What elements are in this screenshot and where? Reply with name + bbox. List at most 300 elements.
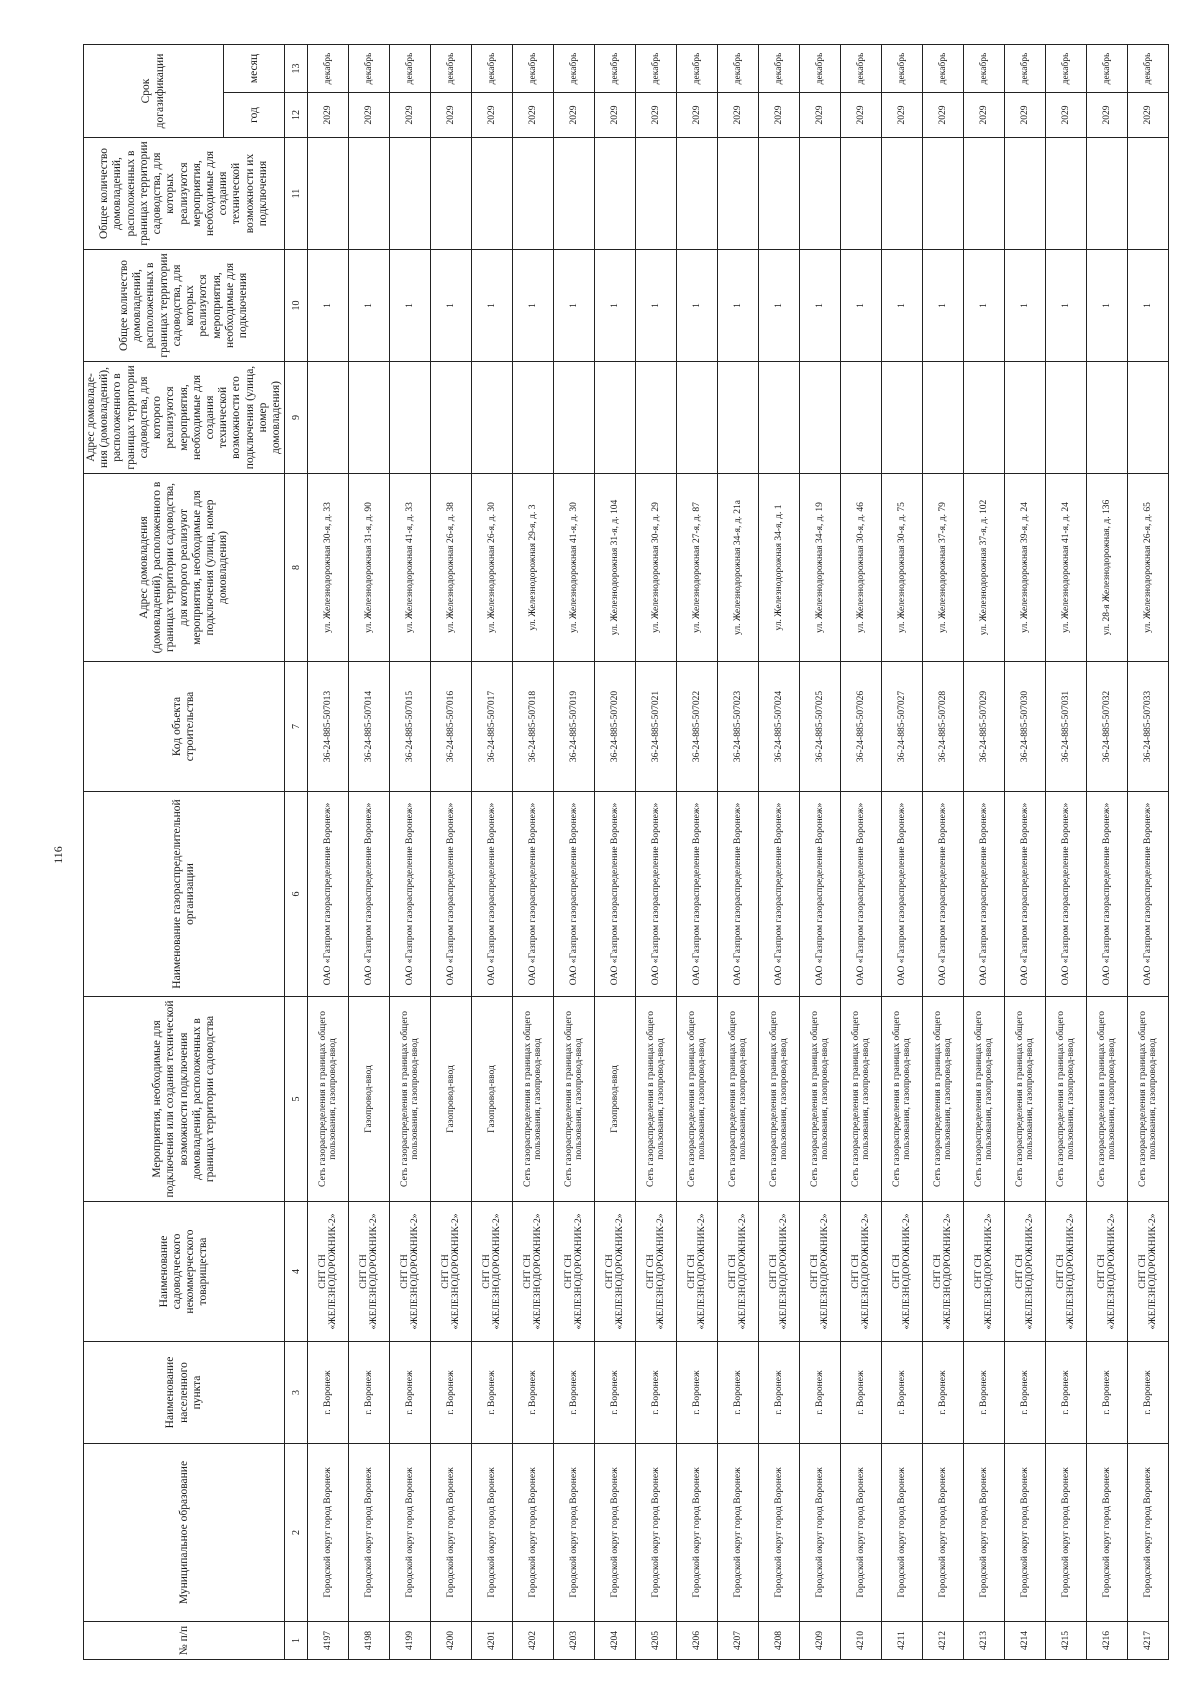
municipality-cell: Городской округ город Воронеж [882, 1444, 923, 1622]
tech-address-cell [595, 362, 636, 474]
settlement-cell: г. Воронеж [677, 1342, 718, 1444]
settlement-cell: г. Воронеж [472, 1342, 513, 1444]
tech-count-cell [595, 138, 636, 250]
count-cell: 1 [636, 250, 677, 362]
month-cell: декабрь [964, 45, 1005, 93]
partnership-cell: СНТ СН «ЖЕЛЕЗНОДОРОЖНИК-2» [1046, 1202, 1087, 1342]
partnership-cell: СНТ СН «ЖЕЛЕЗНОДОРОЖНИК-2» [759, 1202, 800, 1342]
settlement-cell: г. Воронеж [1128, 1342, 1169, 1444]
partnership-cell: СНТ СН «ЖЕЛЕЗНОДОРОЖНИК-2» [636, 1202, 677, 1342]
object-code-cell: 36-24-885-507024 [759, 662, 800, 792]
month-cell: декабрь [1005, 45, 1046, 93]
row-num: 4202 [513, 1622, 554, 1660]
address-cell: ул. Железнодорожная 34-я, д. 1 [759, 474, 800, 662]
count-cell: 1 [513, 250, 554, 362]
count-cell: 1 [349, 250, 390, 362]
tech-count-cell [841, 138, 882, 250]
object-code-cell: 36-24-885-507014 [349, 662, 390, 792]
year-cell: 2029 [1128, 93, 1169, 138]
table-row [431, 45, 472, 1660]
partnership-cell: СНТ СН «ЖЕЛЕЗНОДОРОЖНИК-2» [964, 1202, 1005, 1342]
tech-count-cell [923, 138, 964, 250]
address-cell: ул. Железнодорожная 31-я, д. 90 [349, 474, 390, 662]
measures-cell: Сеть газораспределения в границах общего пользования, газопровод-ввод [718, 997, 759, 1202]
tech-address-cell [1046, 362, 1087, 474]
tech-address-cell [1005, 362, 1046, 474]
object-code-cell: 36-24-885-507031 [1046, 662, 1087, 792]
tech-address-cell [472, 362, 513, 474]
header-year: год [224, 93, 285, 138]
year-cell: 2029 [472, 93, 513, 138]
settlement-cell: г. Воронеж [636, 1342, 677, 1444]
settlement-cell: г. Воронеж [1005, 1342, 1046, 1444]
tech-address-cell [677, 362, 718, 474]
month-cell: декабрь [513, 45, 554, 93]
count-cell: 1 [1087, 250, 1128, 362]
year-cell: 2029 [718, 93, 759, 138]
year-cell: 2029 [431, 93, 472, 138]
year-cell: 2029 [841, 93, 882, 138]
tech-count-cell [472, 138, 513, 250]
object-code-cell: 36-24-885-507018 [513, 662, 554, 792]
page-number: 116 [51, 846, 65, 864]
table-row [390, 45, 431, 1660]
partnership-cell: СНТ СН «ЖЕЛЕЗНОДОРОЖНИК-2» [882, 1202, 923, 1342]
partnership-cell: СНТ СН «ЖЕЛЕЗНОДОРОЖНИК-2» [1005, 1202, 1046, 1342]
municipality-cell: Городской округ город Воронеж [1005, 1444, 1046, 1622]
measures-cell: Сеть газораспределения в границах общего пользования, газопровод-ввод [882, 997, 923, 1202]
object-code-cell: 36-24-885-507017 [472, 662, 513, 792]
settlement-cell: г. Воронеж [841, 1342, 882, 1444]
object-code-cell: 36-24-885-507026 [841, 662, 882, 792]
partnership-cell: СНТ СН «ЖЕЛЕЗНОДОРОЖНИК-2» [472, 1202, 513, 1342]
row-num: 4214 [1005, 1622, 1046, 1660]
row-num: 4203 [554, 1622, 595, 1660]
header-count-tech: Общее количество домовладений, расположенных в границах территории садоводства, для которых реализуются мероприятия, необходимые для создания технической возможности их подключения [84, 138, 285, 250]
row-num: 4212 [923, 1622, 964, 1660]
gas-org-cell: ОАО «Газпром газораспределение Воронеж» [1046, 792, 1087, 997]
table-row [677, 45, 718, 1660]
gas-org-cell: ОАО «Газпром газораспределение Воронеж» [308, 792, 349, 997]
measures-cell: Газопровод-ввод [349, 997, 390, 1202]
count-cell: 1 [718, 250, 759, 362]
address-cell: ул. Железнодорожная 34-я, д. 19 [800, 474, 841, 662]
measures-cell: Сеть газораспределения в границах общего пользования, газопровод-ввод [554, 997, 595, 1202]
column-number: 6 [285, 792, 308, 997]
month-cell: декабрь [1128, 45, 1169, 93]
table-body [285, 45, 1169, 1660]
count-cell: 1 [595, 250, 636, 362]
column-number: 7 [285, 662, 308, 792]
tech-count-cell [759, 138, 800, 250]
table-row [308, 45, 349, 1660]
municipality-cell: Городской округ город Воронеж [636, 1444, 677, 1622]
header-address-connect: Адрес домовладения (домовладений), расположенного в границах территории садоводства, для которого реализуют мероприятия, необходимые для подключения (улица, номер домовладения) [84, 474, 285, 662]
measures-cell: Сеть газораспределения в границах общего пользования, газопровод-ввод [636, 997, 677, 1202]
gas-org-cell: ОАО «Газпром газораспределение Воронеж» [841, 792, 882, 997]
table-row [595, 45, 636, 1660]
tech-address-cell [349, 362, 390, 474]
column-number: 4 [285, 1202, 308, 1342]
measures-cell: Сеть газораспределения в границах общего пользования, газопровод-ввод [1046, 997, 1087, 1202]
address-cell: ул. Железнодорожная 37-я, д. 102 [964, 474, 1005, 662]
partnership-cell: СНТ СН «ЖЕЛЕЗНОДОРОЖНИК-2» [841, 1202, 882, 1342]
tech-count-cell [554, 138, 595, 250]
tech-count-cell [308, 138, 349, 250]
measures-cell: Сеть газораспределения в границах общего пользования, газопровод-ввод [964, 997, 1005, 1202]
object-code-cell: 36-24-885-507029 [964, 662, 1005, 792]
measures-cell: Газопровод-ввод [595, 997, 636, 1202]
municipality-cell: Городской округ город Воронеж [595, 1444, 636, 1622]
gas-org-cell: ОАО «Газпром газораспределение Воронеж» [964, 792, 1005, 997]
count-cell: 1 [554, 250, 595, 362]
column-number: 5 [285, 997, 308, 1202]
gas-org-cell: ОАО «Газпром газораспределение Воронеж» [595, 792, 636, 997]
year-cell: 2029 [923, 93, 964, 138]
year-cell: 2029 [349, 93, 390, 138]
tech-address-cell [636, 362, 677, 474]
municipality-cell: Городской округ город Воронеж [923, 1444, 964, 1622]
month-cell: декабрь [882, 45, 923, 93]
settlement-cell: г. Воронеж [923, 1342, 964, 1444]
tech-address-cell [964, 362, 1005, 474]
tech-count-cell [718, 138, 759, 250]
count-cell: 1 [1046, 250, 1087, 362]
partnership-cell: СНТ СН «ЖЕЛЕЗНОДОРОЖНИК-2» [923, 1202, 964, 1342]
row-num: 4208 [759, 1622, 800, 1660]
tech-address-cell [308, 362, 349, 474]
settlement-cell: г. Воронеж [349, 1342, 390, 1444]
column-numbers-row [285, 45, 308, 1660]
gasification-table [83, 44, 1169, 1660]
count-cell: 1 [431, 250, 472, 362]
tech-address-cell [513, 362, 554, 474]
object-code-cell: 36-24-885-507027 [882, 662, 923, 792]
object-code-cell: 36-24-885-507021 [636, 662, 677, 792]
table-row [349, 45, 390, 1660]
count-cell: 1 [472, 250, 513, 362]
municipality-cell: Городской округ город Воронеж [718, 1444, 759, 1622]
partnership-cell: СНТ СН «ЖЕЛЕЗНОДОРОЖНИК-2» [595, 1202, 636, 1342]
year-cell: 2029 [677, 93, 718, 138]
year-cell: 2029 [1005, 93, 1046, 138]
table-row [513, 45, 554, 1660]
municipality-cell: Городской округ город Воронеж [964, 1444, 1005, 1622]
header-partnership: Наименование садоводческого некоммерческого товарищества [84, 1202, 285, 1342]
month-cell: декабрь [308, 45, 349, 93]
municipality-cell: Городской округ город Воронеж [1128, 1444, 1169, 1622]
partnership-cell: СНТ СН «ЖЕЛЕЗНОДОРОЖНИК-2» [349, 1202, 390, 1342]
tech-address-cell [390, 362, 431, 474]
tech-count-cell [964, 138, 1005, 250]
column-number: 9 [285, 362, 308, 474]
row-num: 4209 [800, 1622, 841, 1660]
address-cell: ул. Железнодорожная 41-я, д. 30 [554, 474, 595, 662]
partnership-cell: СНТ СН «ЖЕЛЕЗНОДОРОЖНИК-2» [431, 1202, 472, 1342]
address-cell: ул. Железнодорожная 30-я, д. 46 [841, 474, 882, 662]
address-cell: ул. Железнодорожная 29-я, д. 3 [513, 474, 554, 662]
measures-cell: Газопровод-ввод [431, 997, 472, 1202]
header-measures: Мероприятия, необходимые для подключения или создания технической возможности подключения домовладений, расположенных в границах территории садоводства [84, 997, 285, 1202]
partnership-cell: СНТ СН «ЖЕЛЕЗНОДОРОЖНИК-2» [554, 1202, 595, 1342]
year-cell: 2029 [390, 93, 431, 138]
measures-cell: Сеть газораспределения в границах общего пользования, газопровод-ввод [923, 997, 964, 1202]
row-num: 4200 [431, 1622, 472, 1660]
row-num: 4210 [841, 1622, 882, 1660]
header-gas-org: Наименование газораспределительной организации [84, 792, 285, 997]
tech-count-cell [1128, 138, 1169, 250]
measures-cell: Сеть газораспределения в границах общего пользования, газопровод-ввод [759, 997, 800, 1202]
gas-org-cell: ОАО «Газпром газораспределение Воронеж» [1005, 792, 1046, 997]
municipality-cell: Городской округ город Воронеж [390, 1444, 431, 1622]
measures-cell: Сеть газораспределения в границах общего пользования, газопровод-ввод [841, 997, 882, 1202]
year-cell: 2029 [595, 93, 636, 138]
header-month: месяц [224, 45, 285, 93]
tech-address-cell [841, 362, 882, 474]
partnership-cell: СНТ СН «ЖЕЛЕЗНОДОРОЖНИК-2» [390, 1202, 431, 1342]
object-code-cell: 36-24-885-507032 [1087, 662, 1128, 792]
column-number: 3 [285, 1342, 308, 1444]
row-num: 4217 [1128, 1622, 1169, 1660]
row-num: 4205 [636, 1622, 677, 1660]
settlement-cell: г. Воронеж [554, 1342, 595, 1444]
year-cell: 2029 [882, 93, 923, 138]
municipality-cell: Городской округ город Воронеж [1087, 1444, 1128, 1622]
municipality-cell: Городской округ город Воронеж [472, 1444, 513, 1622]
month-cell: декабрь [800, 45, 841, 93]
gas-org-cell: ОАО «Газпром газораспределение Воронеж» [759, 792, 800, 997]
gas-org-cell: ОАО «Газпром газораспределение Воронеж» [1128, 792, 1169, 997]
count-cell: 1 [1005, 250, 1046, 362]
month-cell: декабрь [923, 45, 964, 93]
address-cell: ул. Железнодорожная 27-я, д. 87 [677, 474, 718, 662]
column-number: 2 [285, 1444, 308, 1622]
gas-org-cell: ОАО «Газпром газораспределение Воронеж» [636, 792, 677, 997]
municipality-cell: Городской округ город Воронеж [677, 1444, 718, 1622]
table-row [1128, 45, 1169, 1660]
tech-count-cell [390, 138, 431, 250]
month-cell: декабрь [636, 45, 677, 93]
settlement-cell: г. Воронеж [308, 1342, 349, 1444]
count-cell: 1 [677, 250, 718, 362]
object-code-cell: 36-24-885-507020 [595, 662, 636, 792]
row-num: 4206 [677, 1622, 718, 1660]
column-number: 12 [285, 93, 308, 138]
month-cell: декабрь [841, 45, 882, 93]
address-cell: ул. Железнодорожная 31-я, д. 104 [595, 474, 636, 662]
municipality-cell: Городской округ город Воронеж [513, 1444, 554, 1622]
settlement-cell: г. Воронеж [718, 1342, 759, 1444]
address-cell: ул. Железнодорожная 39-я, д. 24 [1005, 474, 1046, 662]
object-code-cell: 36-24-885-507022 [677, 662, 718, 792]
gas-org-cell: ОАО «Газпром газораспределение Воронеж» [718, 792, 759, 997]
settlement-cell: г. Воронеж [390, 1342, 431, 1444]
address-cell: ул. Железнодорожная 34-я, д. 21а [718, 474, 759, 662]
gas-org-cell: ОАО «Газпром газораспределение Воронеж» [677, 792, 718, 997]
row-num: 4211 [882, 1622, 923, 1660]
year-cell: 2029 [1046, 93, 1087, 138]
measures-cell: Газопровод-ввод [472, 997, 513, 1202]
measures-cell: Сеть газораспределения в границах общего пользования, газопровод-ввод [1005, 997, 1046, 1202]
partnership-cell: СНТ СН «ЖЕЛЕЗНОДОРОЖНИК-2» [513, 1202, 554, 1342]
count-cell: 1 [964, 250, 1005, 362]
tech-address-cell [718, 362, 759, 474]
table-row [554, 45, 595, 1660]
partnership-cell: СНТ СН «ЖЕЛЕЗНОДОРОЖНИК-2» [677, 1202, 718, 1342]
row-num: 4197 [308, 1622, 349, 1660]
gas-org-cell: ОАО «Газпром газораспределение Воронеж» [800, 792, 841, 997]
table-row [472, 45, 513, 1660]
object-code-cell: 36-24-885-507015 [390, 662, 431, 792]
table-row [1005, 45, 1046, 1660]
count-cell: 1 [1128, 250, 1169, 362]
object-code-cell: 36-24-885-507028 [923, 662, 964, 792]
tech-count-cell [431, 138, 472, 250]
row-num: 4199 [390, 1622, 431, 1660]
row-num: 4215 [1046, 1622, 1087, 1660]
table-row [718, 45, 759, 1660]
header-object-code: Код объекта строительства [84, 662, 285, 792]
table-row [800, 45, 841, 1660]
tech-count-cell [513, 138, 554, 250]
object-code-cell: 36-24-885-507023 [718, 662, 759, 792]
gas-org-cell: ОАО «Газпром газораспределение Воронеж» [472, 792, 513, 997]
count-cell: 1 [841, 250, 882, 362]
header-municipality: Муниципальное образование [84, 1444, 285, 1622]
settlement-cell: г. Воронеж [759, 1342, 800, 1444]
tech-count-cell [1046, 138, 1087, 250]
table-row [759, 45, 800, 1660]
year-cell: 2029 [308, 93, 349, 138]
tech-count-cell [1087, 138, 1128, 250]
gas-org-cell: ОАО «Газпром газораспределение Воронеж» [513, 792, 554, 997]
header-count-connect: Общее количество домовладений, расположенных в границах территории садоводства, для которых реализуются мероприятия, необходимые для подключения [84, 250, 285, 362]
settlement-cell: г. Воронеж [964, 1342, 1005, 1444]
address-cell: ул. Железнодорожная 37-я, д. 79 [923, 474, 964, 662]
column-number: 11 [285, 138, 308, 250]
address-cell: ул. Железнодорожная 26-я, д. 65 [1128, 474, 1169, 662]
table-row [882, 45, 923, 1660]
column-number: 8 [285, 474, 308, 662]
column-number: 13 [285, 45, 308, 93]
count-cell: 1 [759, 250, 800, 362]
table-row [923, 45, 964, 1660]
gas-org-cell: ОАО «Газпром газораспределение Воронеж» [923, 792, 964, 997]
tech-address-cell [923, 362, 964, 474]
partnership-cell: СНТ СН «ЖЕЛЕЗНОДОРОЖНИК-2» [1087, 1202, 1128, 1342]
row-num: 4207 [718, 1622, 759, 1660]
row-num: 4204 [595, 1622, 636, 1660]
address-cell: ул. Железнодорожная 41-я, д. 33 [390, 474, 431, 662]
tech-count-cell [636, 138, 677, 250]
object-code-cell: 36-24-885-507030 [1005, 662, 1046, 792]
settlement-cell: г. Воронеж [800, 1342, 841, 1444]
municipality-cell: Городской округ город Воронеж [308, 1444, 349, 1622]
month-cell: декабрь [349, 45, 390, 93]
partnership-cell: СНТ СН «ЖЕЛЕЗНОДОРОЖНИК-2» [718, 1202, 759, 1342]
month-cell: декабрь [718, 45, 759, 93]
month-cell: декабрь [431, 45, 472, 93]
gas-org-cell: ОАО «Газпром газораспределение Воронеж» [390, 792, 431, 997]
partnership-cell: СНТ СН «ЖЕЛЕЗНОДОРОЖНИК-2» [1128, 1202, 1169, 1342]
month-cell: декабрь [390, 45, 431, 93]
row-num: 4216 [1087, 1622, 1128, 1660]
tech-count-cell [349, 138, 390, 250]
address-cell: ул. Железнодорожная 26-я, д. 38 [431, 474, 472, 662]
year-cell: 2029 [800, 93, 841, 138]
count-cell: 1 [882, 250, 923, 362]
row-num: 4198 [349, 1622, 390, 1660]
month-cell: декабрь [554, 45, 595, 93]
tech-address-cell [554, 362, 595, 474]
municipality-cell: Городской округ город Воронеж [349, 1444, 390, 1622]
column-number: 1 [285, 1622, 308, 1660]
header-settlement: Наименование населенного пункта [84, 1342, 285, 1444]
header-deadline: Срок догазификации [84, 45, 224, 138]
gas-org-cell: ОАО «Газпром газораспределение Воронеж» [349, 792, 390, 997]
settlement-cell: г. Воронеж [1046, 1342, 1087, 1444]
month-cell: декабрь [759, 45, 800, 93]
year-cell: 2029 [554, 93, 595, 138]
partnership-cell: СНТ СН «ЖЕЛЕЗНОДОРОЖНИК-2» [800, 1202, 841, 1342]
address-cell: ул. 28-я Железнодорожная, д. 136 [1087, 474, 1128, 662]
table-row [964, 45, 1005, 1660]
measures-cell: Сеть газораспределения в границах общего пользования, газопровод-ввод [677, 997, 718, 1202]
gas-org-cell: ОАО «Газпром газораспределение Воронеж» [882, 792, 923, 997]
tech-count-cell [882, 138, 923, 250]
measures-cell: Сеть газораспределения в границах общего пользования, газопровод-ввод [1087, 997, 1128, 1202]
tech-count-cell [800, 138, 841, 250]
month-cell: декабрь [677, 45, 718, 93]
settlement-cell: г. Воронеж [595, 1342, 636, 1444]
object-code-cell: 36-24-885-507019 [554, 662, 595, 792]
month-cell: декабрь [472, 45, 513, 93]
municipality-cell: Городской округ город Воронеж [554, 1444, 595, 1622]
gas-org-cell: ОАО «Газпром газораспределение Воронеж» [1087, 792, 1128, 997]
address-cell: ул. Железнодорожная 30-я, д. 29 [636, 474, 677, 662]
municipality-cell: Городской округ город Воронеж [759, 1444, 800, 1622]
municipality-cell: Городской округ город Воронеж [841, 1444, 882, 1622]
object-code-cell: 36-24-885-507013 [308, 662, 349, 792]
measures-cell: Сеть газораспределения в границах общего пользования, газопровод-ввод [1128, 997, 1169, 1202]
tech-count-cell [1005, 138, 1046, 250]
partnership-cell: СНТ СН «ЖЕЛЕЗНОДОРОЖНИК-2» [308, 1202, 349, 1342]
month-cell: декабрь [1046, 45, 1087, 93]
row-num: 4213 [964, 1622, 1005, 1660]
column-number: 10 [285, 250, 308, 362]
address-cell: ул. Железнодорожная 30-я, д. 75 [882, 474, 923, 662]
table-row [1046, 45, 1087, 1660]
address-cell: ул. Железнодорожная 41-я, д. 24 [1046, 474, 1087, 662]
gas-org-cell: ОАО «Газпром газораспределение Воронеж» [431, 792, 472, 997]
municipality-cell: Городской округ город Воронеж [1046, 1444, 1087, 1622]
count-cell: 1 [800, 250, 841, 362]
gas-org-cell: ОАО «Газпром газораспределение Воронеж» [554, 792, 595, 997]
tech-address-cell [759, 362, 800, 474]
tech-address-cell [882, 362, 923, 474]
tech-address-cell [1128, 362, 1169, 474]
header-num: № п/п [84, 1622, 285, 1660]
year-cell: 2029 [964, 93, 1005, 138]
measures-cell: Сеть газораспределения в границах общего пользования, газопровод-ввод [800, 997, 841, 1202]
object-code-cell: 36-24-885-507016 [431, 662, 472, 792]
measures-cell: Сеть газораспределения в границах общего пользования, газопровод-ввод [390, 997, 431, 1202]
address-cell: ул. Железнодорожная 26-я, д. 30 [472, 474, 513, 662]
tech-count-cell [677, 138, 718, 250]
count-cell: 1 [923, 250, 964, 362]
measures-cell: Сеть газораспределения в границах общего пользования, газопровод-ввод [513, 997, 554, 1202]
year-cell: 2029 [759, 93, 800, 138]
